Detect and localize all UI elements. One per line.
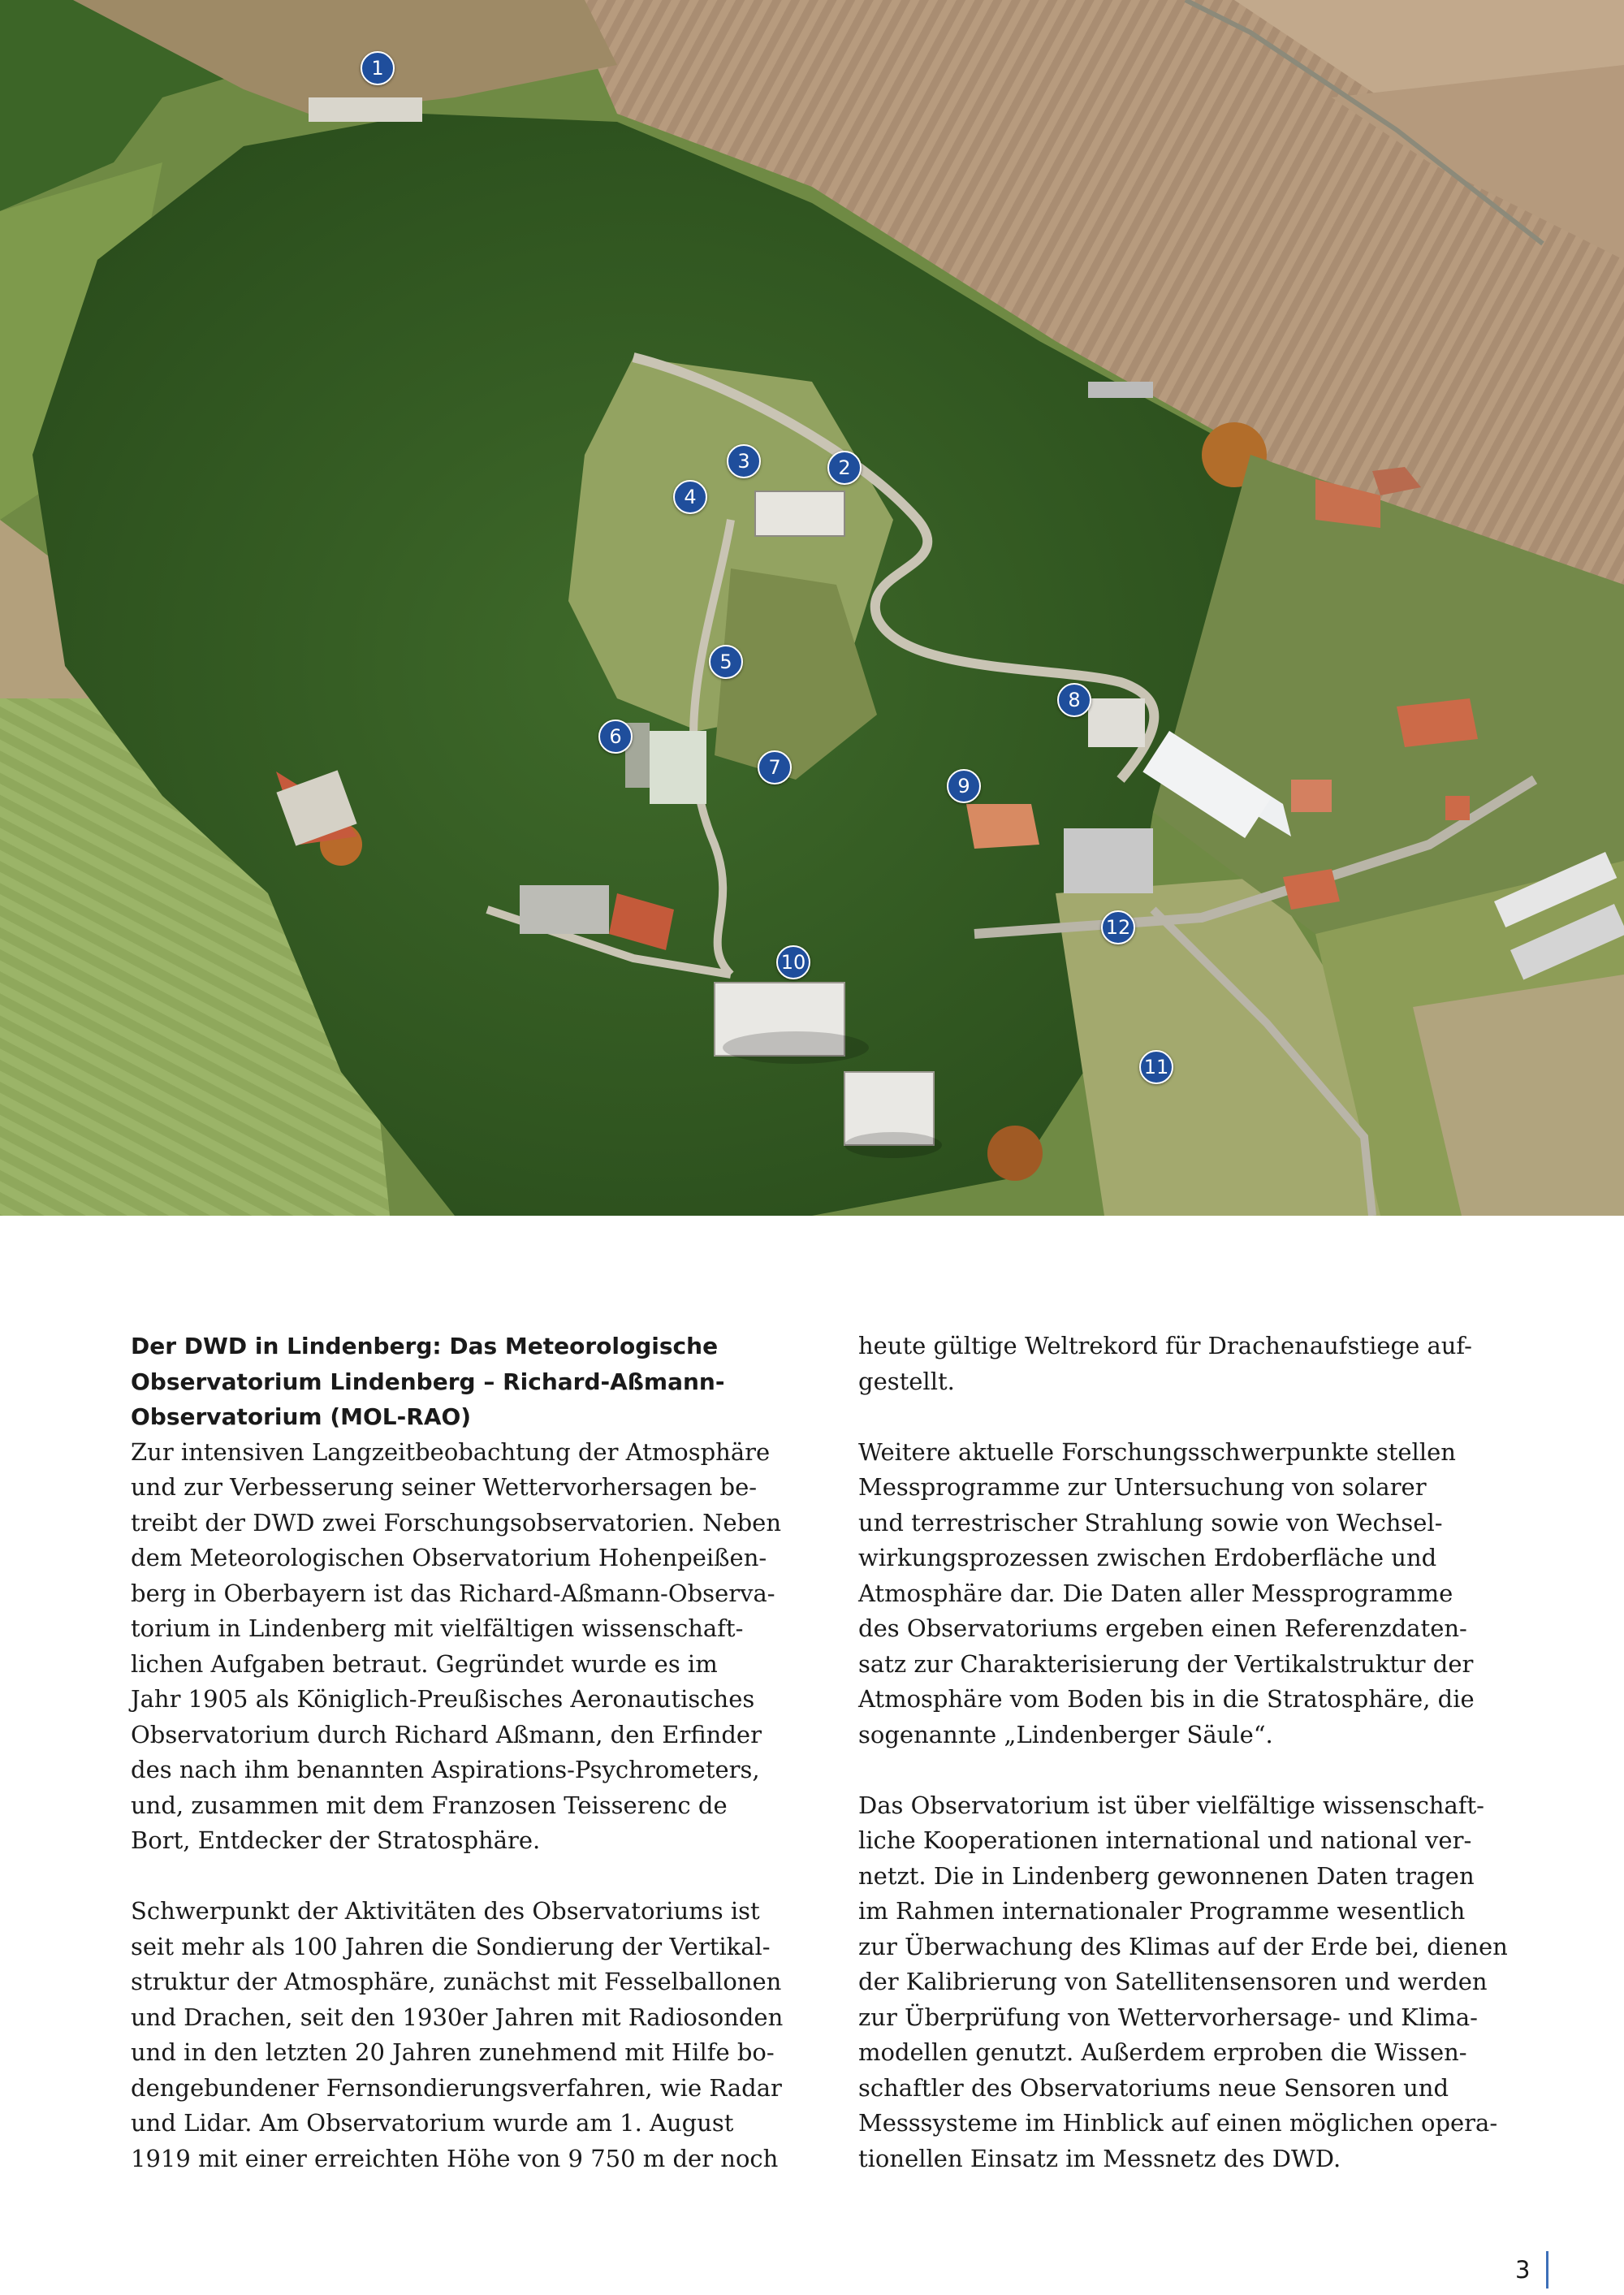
map-marker-1[interactable]: 1 bbox=[361, 51, 395, 85]
text-line: und Drachen, seit den 1930er Jahren mit Radiosonden bbox=[131, 2003, 784, 2031]
text-line: dengebundener Fernsondierungsverfahren, wie Radar bbox=[131, 2073, 782, 2102]
text-line: modellen genutzt. Außerdem erproben die Wissen- bbox=[858, 2038, 1467, 2066]
map-marker-8[interactable]: 8 bbox=[1057, 683, 1091, 717]
map-marker-2[interactable]: 2 bbox=[827, 451, 862, 485]
text-line: lichen Aufgaben betraut. Gegründet wurde es im bbox=[131, 1649, 718, 1678]
paragraph-record bbox=[858, 1329, 1548, 1399]
text-line: seit mehr als 100 Jahren die Sondierung der Vertikal- bbox=[131, 1932, 771, 1960]
map-marker-4[interactable]: 4 bbox=[673, 480, 707, 514]
text-line: Messprogramme zur Untersuchung von solarer bbox=[858, 1473, 1427, 1501]
text-line: und in den letzten 20 Jahren zunehmend mit Hilfe bo- bbox=[131, 2038, 775, 2066]
text-line: Observatorium durch Richard Aßmann, den Erfinder bbox=[131, 1720, 762, 1748]
map-marker-5[interactable]: 5 bbox=[709, 645, 743, 679]
text-line: zur Überwachung des Klimas auf der Erde bei, dienen bbox=[858, 1932, 1508, 1960]
text-line: netzt. Die in Lindenberg gewonnenen Daten tragen bbox=[858, 1861, 1475, 1890]
text-line: struktur der Atmosphäre, zunächst mit Fesselballonen bbox=[131, 1968, 782, 1995]
text-line: des Observatoriums ergeben einen Referenzdaten- bbox=[858, 1614, 1467, 1642]
heading-line: Observatorium Lindenberg – Richard-Aßmann- bbox=[131, 1368, 725, 1395]
paragraph-intro bbox=[131, 1435, 821, 1859]
text-line: und Lidar. Am Observatorium wurde am 1. August bbox=[131, 2109, 734, 2137]
text-line: Atmosphäre dar. Die Daten aller Messprogramme bbox=[858, 1579, 1453, 1607]
heading-line: Der DWD in Lindenberg: Das Meteorologische bbox=[131, 1333, 719, 1359]
text-line: und terrestrischer Strahlung sowie von Wechsel- bbox=[858, 1508, 1443, 1536]
text-line: torium in Lindenberg mit vielfältigen wissenschaft- bbox=[131, 1614, 744, 1642]
paragraph-focus bbox=[131, 1894, 821, 2176]
text-line: Jahr 1905 als Königlich-Preußisches Aeronautisches bbox=[131, 1685, 755, 1713]
text-line: und, zusammen mit dem Franzosen Teisserenc de bbox=[131, 1791, 728, 1819]
text-line: treibt der DWD zwei Forschungsobservatorien. Neben bbox=[131, 1508, 782, 1536]
text-line: des nach ihm benannten Aspirations-Psychrometers, bbox=[131, 1756, 760, 1783]
text-line: im Rahmen internationaler Programme wesentlich bbox=[858, 1897, 1466, 1925]
text-line: Schwerpunkt der Aktivitäten des Observatoriums ist bbox=[131, 1897, 760, 1925]
text-line: gestellt. bbox=[858, 1367, 955, 1395]
text-line: der Kalibrierung von Satellitensensoren und werden bbox=[858, 1968, 1488, 1995]
map-marker-12[interactable]: 12 bbox=[1101, 910, 1135, 944]
article-left-column bbox=[131, 1329, 821, 2212]
text-line: Atmosphäre vom Boden bis in die Stratosphäre, die bbox=[858, 1685, 1475, 1713]
text-line: dem Meteorologischen Observatorium Hohenpeißen- bbox=[131, 1544, 767, 1571]
text-line: heute gültige Weltrekord für Drachenaufstiege auf- bbox=[858, 1332, 1472, 1359]
paragraph-cooperation bbox=[858, 1788, 1548, 2177]
map-marker-10[interactable]: 10 bbox=[776, 945, 810, 979]
text-line: sogenannte „Lindenberger Säule“. bbox=[858, 1720, 1273, 1748]
map-marker-9[interactable]: 9 bbox=[947, 769, 981, 803]
map-marker-7[interactable]: 7 bbox=[758, 750, 792, 784]
text-line: schaftler des Observatoriums neue Sensoren und bbox=[858, 2073, 1449, 2102]
text-line: tionellen Einsatz im Messnetz des DWD. bbox=[858, 2144, 1341, 2172]
text-line: Bort, Entdecker der Stratosphäre. bbox=[131, 1826, 541, 1854]
text-line: und zur Verbesserung seiner Wettervorhersagen be- bbox=[131, 1473, 758, 1501]
page-number-accent-bar bbox=[1546, 2251, 1548, 2289]
page-number: 3 bbox=[1515, 2256, 1531, 2284]
map-marker-3[interactable]: 3 bbox=[727, 444, 761, 478]
paragraph-research bbox=[858, 1435, 1548, 1753]
text-line: Zur intensiven Langzeitbeobachtung der Atmosphäre bbox=[131, 1437, 771, 1466]
text-line: Messsysteme im Hinblick auf einen möglichen opera- bbox=[858, 2109, 1498, 2137]
text-line: 1919 mit einer erreichten Höhe von 9 750 m der noch bbox=[131, 2144, 779, 2172]
article-right-column bbox=[858, 1329, 1548, 2212]
heading-line: Observatorium (MOL-RAO) bbox=[131, 1403, 472, 1430]
text-line: berg in Oberbayern ist das Richard-Aßmann-Observa- bbox=[131, 1579, 775, 1607]
text-line: wirkungsprozessen zwischen Erdoberfläche und bbox=[858, 1544, 1437, 1571]
map-marker-11[interactable]: 11 bbox=[1139, 1050, 1173, 1084]
text-line: zur Überprüfung von Wettervorhersage- und Klima- bbox=[858, 2003, 1478, 2031]
text-line: Das Observatorium ist über vielfältige wissenschaft- bbox=[858, 1791, 1484, 1819]
text-line: liche Kooperationen international und national ver- bbox=[858, 1826, 1472, 1854]
text-line: Weitere aktuelle Forschungsschwerpunkte stellen bbox=[858, 1437, 1456, 1466]
article-heading bbox=[131, 1329, 821, 1435]
text-line: satz zur Charakterisierung der Vertikalstruktur der bbox=[858, 1649, 1474, 1678]
map-marker-6[interactable]: 6 bbox=[598, 720, 633, 754]
